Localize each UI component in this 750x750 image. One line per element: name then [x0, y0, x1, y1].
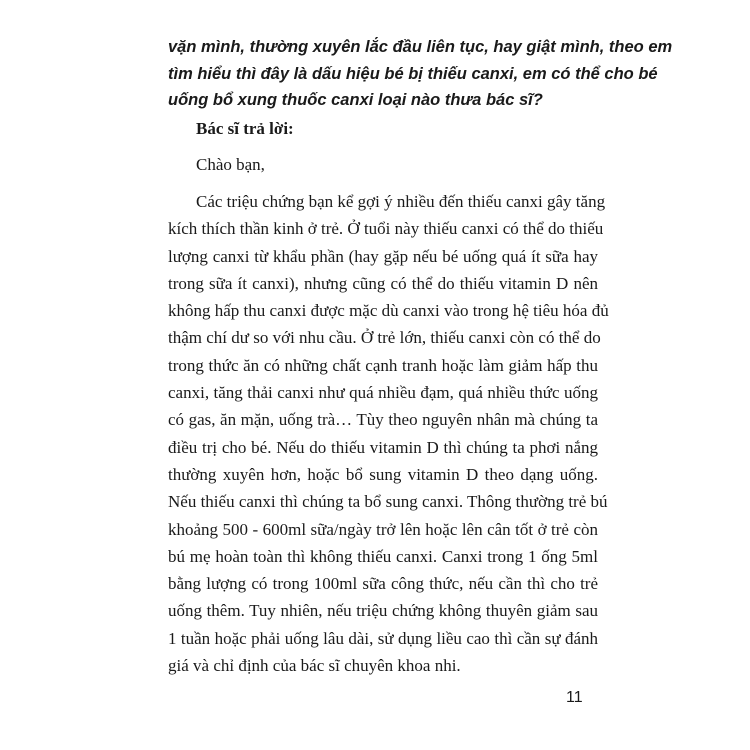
answer-line: 1 tuần hoặc phải uống lâu dài, sử dụng liều cao thì cần sự đánh	[168, 628, 598, 648]
answer-line: có gas, ăn mặn, uống trà… Tùy theo nguyên nhân mà chúng ta	[168, 410, 598, 430]
answer-line: canxi, tăng thải canxi như quá nhiều đạm, quá nhiều thức uống	[168, 383, 598, 403]
question-line: vặn mình, thường xuyên lắc đầu liên tục, hay giật mình, theo em	[168, 38, 673, 56]
answer-line: lượng canxi từ khẩu phần (hay gặp nếu bé uống quá ít sữa hay	[168, 246, 598, 266]
answer-line: không hấp thu canxi được mặc dù canxi vào trong hệ tiêu hóa đủ	[168, 301, 609, 321]
answer-line: giá và chỉ định của bác sĩ chuyên khoa nhi.	[168, 656, 461, 676]
answer-body	[168, 188, 609, 679]
answer-line: trong thức ăn có những chất cạnh tranh hoặc làm giảm hấp thu	[168, 355, 598, 375]
answer-line: Các triệu chứng bạn kể gợi ý nhiều đến thiếu canxi gây tăng	[196, 192, 606, 211]
answer-line: khoảng 500 - 600ml sữa/ngày trở lên hoặc lên cân tốt ở trẻ còn	[168, 519, 598, 539]
question-line: tìm hiểu thì đây là dấu hiệu bé bị thiếu canxi, em có thể cho bé	[168, 64, 658, 83]
answer-line: Nếu thiếu canxi thì chúng ta bổ sung canxi. Thông thường trẻ bú	[168, 492, 608, 512]
answer-line: kích thích thần kinh ở trẻ. Ở tuổi này thiếu canxi có thể do thiếu	[168, 219, 604, 239]
question-text	[168, 34, 673, 114]
answer-line: uống thêm. Tuy nhiên, nếu triệu chứng không thuyên giảm sau	[168, 601, 598, 621]
answer-line: thường xuyên hơn, hoặc bổ sung vitamin D theo dạng uống.	[168, 464, 598, 484]
answer-heading: Bác sĩ trả lời:	[196, 119, 294, 138]
page-number: 11	[566, 689, 583, 706]
answer-line: điều trị cho bé. Nếu do thiếu vitamin D thì chúng ta phơi nắng	[168, 437, 598, 457]
answer-greeting: Chào bạn,	[196, 155, 265, 174]
answer-line: thậm chí dư so với nhu cầu. Ở trẻ lớn, thiếu canxi còn có thể do	[168, 328, 601, 348]
answer-line: trong sữa ít canxi), nhưng cũng có thể do thiếu vitamin D nên	[168, 273, 598, 293]
answer-line: bằng lượng có trong 100ml sữa công thức, nếu cần thì cho trẻ	[168, 574, 598, 594]
question-line: uống bổ xung thuốc canxi loại nào thưa bác sĩ?	[168, 91, 543, 109]
answer-line: bú mẹ hoàn toàn thì không thiếu canxi. Canxi trong 1 ống 5ml	[168, 546, 598, 566]
